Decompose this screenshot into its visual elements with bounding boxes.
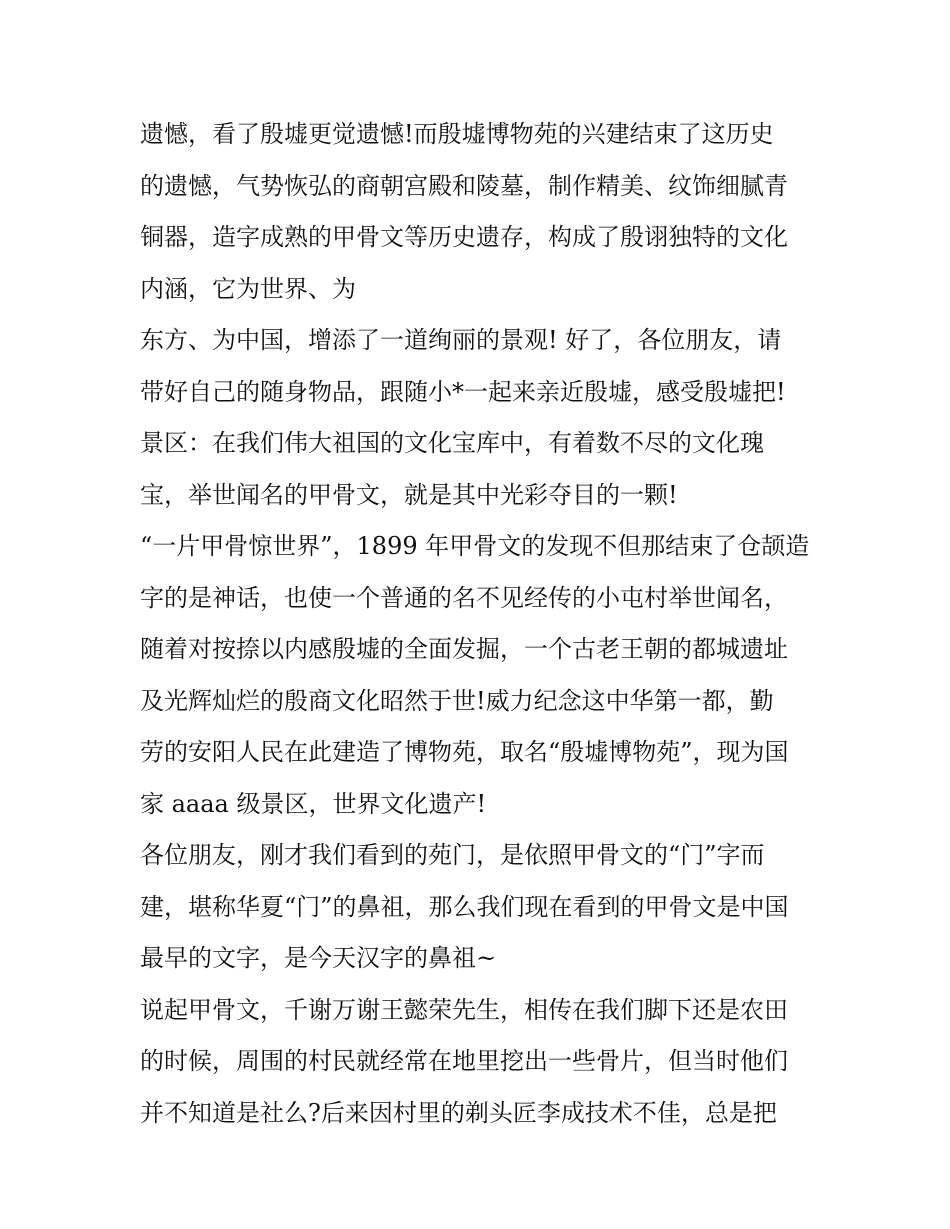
text-line: 最早的文字，是今天汉字的鼻祖~ — [140, 944, 497, 972]
text-line: 劳的安阳人民在此建造了博物苑，取名“殷墟博物苑”，现为国 — [140, 738, 789, 766]
text-line: 东方、为中国，增添了一道绚丽的景观! 好了，各位朋友，请 — [140, 326, 782, 354]
text-line: 各位朋友，刚才我们看到的苑门，是依照甲骨文的“门”字而 — [140, 841, 765, 869]
text-line: 并不知道是社么?后来因村里的剃头匠李成技术不佳，总是把 — [140, 1098, 777, 1127]
text-line: 宝，举世闻名的甲骨文，就是其中光彩夺目的一颗! — [140, 480, 678, 509]
text-line: “一片甲骨惊世界”，1899 年甲骨文的发现不但那结束了仓颉造 — [140, 532, 810, 560]
text-line: 说起甲骨文，千谢万谢王懿荣先生，相传在我们脚下还是农田 — [140, 995, 788, 1024]
text-line: 铜器，造字成熟的甲骨文等历史遗存，构成了殷诩独特的文化 — [140, 223, 788, 251]
text-line: 的时候，周围的村民就经常在地里挖出一些骨片，但当时他们 — [140, 1047, 788, 1075]
text-line: 及光辉灿烂的殷商文化昭然于世!威力纪念这中华第一都，勤 — [140, 686, 774, 715]
text-line: 内涵，它为世界、为 — [140, 274, 356, 303]
text-line: 建，堪称华夏“门”的鼻祖，那么我们现在看到的甲骨文是中国 — [140, 892, 789, 921]
text-line: 家 aaaa 级景区，世界文化遗产! — [140, 789, 487, 818]
text-line: 字的是神话，也使一个普通的名不见经传的小屯村举世闻名， — [140, 583, 788, 612]
body-text — [140, 109, 820, 1139]
text-line: 的遗憾，气势恢弘的商朝宫殿和陵墓，制作精美、纹饰细腻青 — [140, 171, 788, 200]
text-line: 遗憾，看了殷墟更觉遗憾!而殷墟博物苑的兴建结束了这历史 — [140, 120, 774, 148]
text-line: 随着对按捺以内感殷墟的全面发掘，一个古老王朝的都城遗址 — [140, 635, 788, 663]
text-line: 带好自己的随身物品，跟随小*一起来亲近殷墟，感受殷墟把! — [140, 377, 786, 406]
text-line: 景区：在我们伟大祖国的文化宝库中，有着数不尽的文化瑰 — [140, 429, 764, 457]
